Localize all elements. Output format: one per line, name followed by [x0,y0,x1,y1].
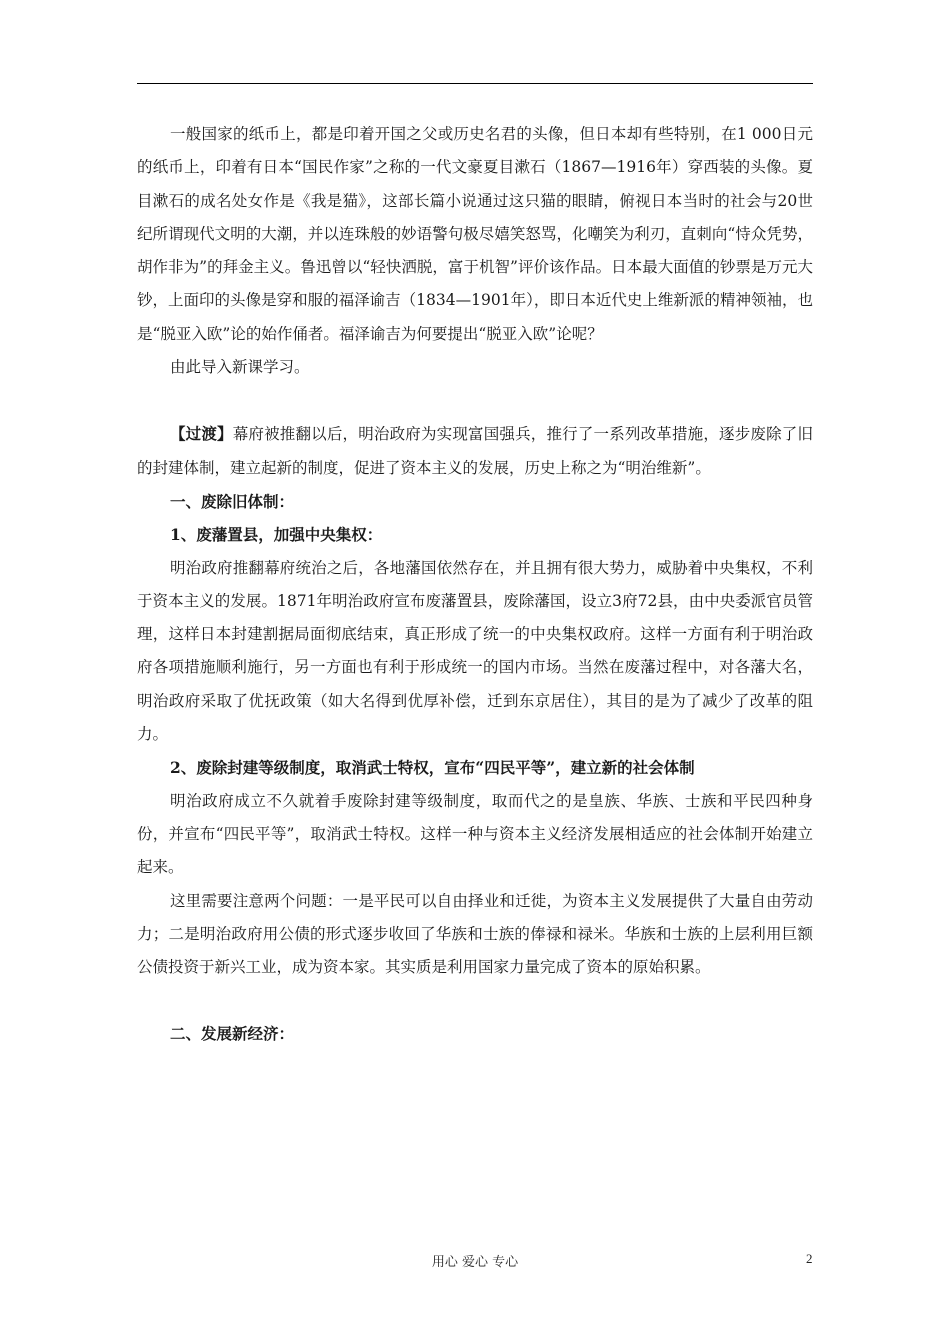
document-body [137,118,813,1051]
footer-motto: 用心 爱心 专心 [431,1255,519,1270]
blank-line [137,384,813,417]
intro-paragraph: 一般国家的纸币上，都是印着开国之父或历史名君的头像，但日本却有些特别，在1 000日元的纸币上，印着有日本“国民作家”之称的一代文豪夏目漱石（1867—1916年）穿西装的头像。夏目漱石的成名处女作是《我是猫》，这部长篇小说通过这只猫的眼睛，俯视日本当时的社会与20世纪所谓现代文明的大潮，并以连珠般的妙语警句极尽嬉笑怒骂，化嘲笑为利刃，直刺向“恃众凭势，胡作非为”的拜金主义。鲁迅曾以“轻快洒脱，富于机智”评价该作品。日本最大面值的钞票是万元大钞，上面印的头像是穿和服的福泽谕吉（1834—1901年），即日本近代史上维新派的精神领袖，也是“脱亚入欧”论的始作俑者。福泽谕吉为何要提出“脱亚入欧”论呢？ [137,125,813,343]
page-number: 2 [806,1251,813,1266]
subsection-heading-2: 2、废除封建等级制度，取消武士特权，宣布“四民平等”，建立新的社会体制 [170,758,695,778]
transition-tag: 【过渡】 [170,424,233,444]
section-heading-2: 二、发展新经济： [170,1024,295,1044]
lead-in-paragraph: 由此导入新课学习。 [170,358,310,377]
blank-line [137,984,813,1017]
section-heading-1: 一、废除旧体制： [170,491,295,511]
transition-text: 幕府被推翻以后，明治政府为实现富国强兵，推行了一系列改革措施，逐步废除了旧的封建体制，建立起新的制度，促进了资本主义的发展，历史上称之为“明治维新”。 [137,425,813,477]
subsection-heading-1: 1、废藩置县，加强中央集权： [170,525,383,545]
transition-paragraph [137,417,813,485]
header-rule [137,83,813,84]
body-paragraph-1: 明治政府推翻幕府统治之后，各地藩国依然存在，并且拥有很大势力，威胁着中央集权，不利于资本主义的发展。1871年明治政府宣布废藩置县，废除藩国，设立3府72县，由中央委派官员管理，这样日本封建割据局面彻底结束，真正形成了统一的中央集权政府。这样一方面有利于明治政府各项措施顺利施行，另一方面也有利于形成统一的国内市场。当然在废藩过程中，对各藩大名，明治政府采取了优抚政策（如大名得到优厚补偿，迁到东京居住），其目的是为了减少了改革的阻力。 [137,558,813,744]
body-paragraph-3: 这里需要注意两个问题：一是平民可以自由择业和迁徙，为资本主义发展提供了大量自由劳动力；二是明治政府用公债的形式逐步收回了华族和士族的俸禄和禄米。华族和士族的上层利用巨额公债投资于新兴工业，成为资本家。其实质是利用国家力量完成了资本的原始积累。 [137,891,813,977]
body-paragraph-2: 明治政府成立不久就着手废除封建等级制度，取而代之的是皇族、华族、士族和平民四种身份，并宣布“四民平等”，取消武士特权。这样一种与资本主义经济发展相适应的社会体制开始建立起来。 [137,791,813,877]
